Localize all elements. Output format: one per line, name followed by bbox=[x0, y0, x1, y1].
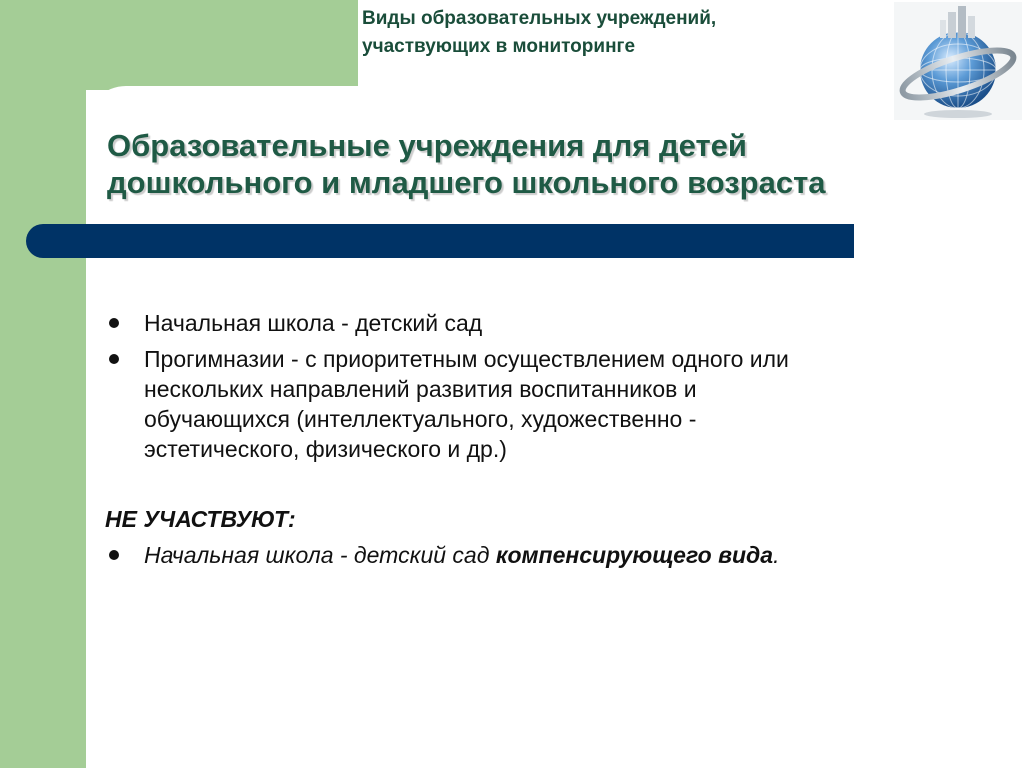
list-item-text: Начальная школа - детский сад bbox=[144, 542, 496, 568]
slide-header bbox=[362, 5, 882, 61]
logo-image bbox=[894, 2, 1022, 120]
list-item bbox=[105, 540, 965, 570]
list-item-suffix: . bbox=[773, 542, 780, 568]
emphasis-text: компенсирующего вида bbox=[495, 542, 774, 568]
bullet-icon bbox=[109, 354, 119, 364]
title-line-1: Образовательные учреждения для детей bbox=[107, 128, 747, 163]
globe-icon bbox=[894, 2, 1022, 120]
slide-content bbox=[105, 308, 965, 576]
title-line-2: дошкольного и младшего школьного возраста bbox=[107, 165, 826, 200]
list-item bbox=[105, 308, 965, 338]
accent-bar bbox=[26, 224, 854, 258]
list-item bbox=[105, 344, 965, 464]
list-item-line: нескольких направлений развития воспитанников и bbox=[144, 376, 697, 402]
list-item-text: Начальная школа - детский сад bbox=[144, 310, 483, 336]
list-item-line: обучающихся (интеллектуального, художественно - bbox=[144, 406, 697, 432]
list-item-line: Прогимназии - с приоритетным осуществлением одного или bbox=[144, 346, 789, 372]
bullet-icon bbox=[109, 318, 119, 328]
not-participating-heading: НЕ УЧАСТВУЮТ: bbox=[105, 506, 296, 532]
green-sidebar bbox=[0, 0, 86, 768]
page-title bbox=[107, 127, 927, 201]
list-item-line: эстетического, физического и др.) bbox=[144, 436, 507, 462]
header-line-1: Виды образовательных учреждений, bbox=[362, 8, 717, 29]
green-header-block bbox=[0, 0, 358, 90]
bullet-icon bbox=[109, 550, 119, 560]
header-line-2: участвующих в мониторинге bbox=[362, 36, 636, 57]
